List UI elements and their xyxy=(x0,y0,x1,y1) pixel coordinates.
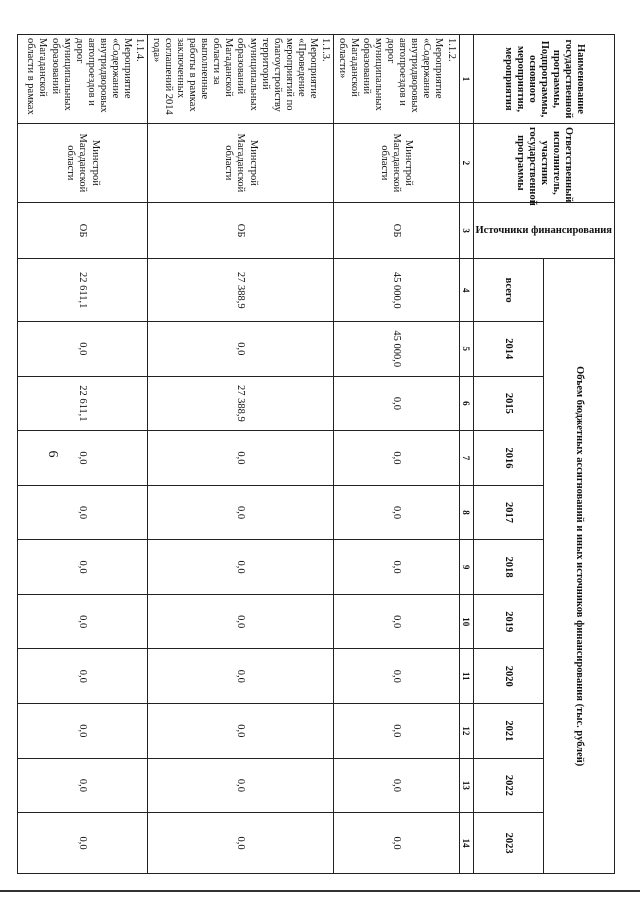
header-year: 2017 xyxy=(473,485,544,540)
header-volume: Объем бюджетных ассигнований и иных источников финансирования (тыс. рублей) xyxy=(544,259,615,874)
row-value: 0,0 xyxy=(333,649,459,704)
row-value: 0,0 xyxy=(333,540,459,595)
row-value: 0,0 xyxy=(17,485,147,540)
financing-table xyxy=(17,34,615,874)
row-total: 22 611,1 xyxy=(17,259,147,322)
row-value: 0,0 xyxy=(147,540,333,595)
row-value: 0,0 xyxy=(147,431,333,486)
table-row xyxy=(333,35,459,874)
row-source: ОБ xyxy=(333,202,459,259)
header-year: 2014 xyxy=(473,322,544,377)
row-source: ОБ xyxy=(147,202,333,259)
column-number: 1 xyxy=(459,35,473,124)
column-number: 2 xyxy=(459,123,473,202)
row-name: 1.1.2. Мероприятие «Содержание внутридворовых автопроездов и дорог муниципальных образований Магаданской области» xyxy=(333,35,459,124)
row-value: 0,0 xyxy=(333,376,459,431)
row-value: 22 611,1 xyxy=(17,376,147,431)
row-value: 0,0 xyxy=(333,594,459,649)
row-value: 0,0 xyxy=(147,704,333,759)
row-value: 0,0 xyxy=(333,431,459,486)
row-value: 0,0 xyxy=(17,322,147,377)
column-number: 7 xyxy=(459,431,473,486)
column-number: 3 xyxy=(459,202,473,259)
header-year: 2015 xyxy=(473,376,544,431)
row-value: 0,0 xyxy=(17,704,147,759)
row-value: 0,0 xyxy=(333,758,459,813)
row-name: 1.1.3. Мероприятие «Проведение мероприятий по благоустройству территорий муниципальных образований Магаданской области за выполненные работы в рамках заключенных соглашений 2014 года» xyxy=(147,35,333,124)
row-source: ОБ xyxy=(17,202,147,259)
row-value: 0,0 xyxy=(333,485,459,540)
row-value: 0,0 xyxy=(17,431,147,486)
header-year: 2016 xyxy=(473,431,544,486)
column-number: 8 xyxy=(459,485,473,540)
column-number: 13 xyxy=(459,758,473,813)
header-year: 2022 xyxy=(473,758,544,813)
column-number: 6 xyxy=(459,376,473,431)
column-number: 5 xyxy=(459,322,473,377)
column-number: 11 xyxy=(459,649,473,704)
rotated-table-wrapper xyxy=(25,34,615,874)
header-row-1 xyxy=(544,35,615,874)
column-number-row xyxy=(459,35,473,874)
row-total: 27 388,9 xyxy=(147,259,333,322)
row-executor: Минстрой Магаданской области xyxy=(147,123,333,202)
column-number: 14 xyxy=(459,813,473,874)
header-name: Наименование государственной программы, Подпрограммы, основного мероприятия, мероприятия xyxy=(473,35,614,124)
page-number: 6 xyxy=(45,450,60,458)
column-number: 9 xyxy=(459,540,473,595)
header-total: всего xyxy=(473,259,544,322)
row-value: 0,0 xyxy=(333,704,459,759)
row-value: 0,0 xyxy=(17,594,147,649)
column-number: 12 xyxy=(459,704,473,759)
row-value: 0,0 xyxy=(147,649,333,704)
table-row xyxy=(17,35,147,874)
row-value: 0,0 xyxy=(147,813,333,874)
header-year: 2023 xyxy=(473,813,544,874)
row-executor: Минстрой Магаданской области xyxy=(17,123,147,202)
row-value: 0,0 xyxy=(147,485,333,540)
row-value: 0,0 xyxy=(17,649,147,704)
header-year: 2019 xyxy=(473,594,544,649)
row-name: 1.1.4. Мероприятие «Содержание внутридворовых автопроездов и дорог муниципальных образований Магаданской области в рамках xyxy=(17,35,147,124)
header-year: 2018 xyxy=(473,540,544,595)
row-value: 0,0 xyxy=(147,758,333,813)
row-executor: Минстрой Магаданской области xyxy=(333,123,459,202)
row-value: 0,0 xyxy=(333,813,459,874)
bottom-border-line xyxy=(0,890,640,892)
row-value: 0,0 xyxy=(17,540,147,595)
row-value: 0,0 xyxy=(147,322,333,377)
row-total: 45 000,0 xyxy=(333,259,459,322)
header-year: 2020 xyxy=(473,649,544,704)
row-value: 0,0 xyxy=(17,758,147,813)
row-value: 0,0 xyxy=(147,594,333,649)
row-value: 27 388,9 xyxy=(147,376,333,431)
header-year: 2021 xyxy=(473,704,544,759)
table-row xyxy=(147,35,333,874)
column-number: 4 xyxy=(459,259,473,322)
row-value: 0,0 xyxy=(17,813,147,874)
header-executor: Ответственный исполнитель, участник государственной программы xyxy=(473,123,614,202)
column-number: 10 xyxy=(459,594,473,649)
header-source-cell xyxy=(473,202,614,259)
row-value: 45 000,0 xyxy=(333,322,459,377)
header-source: Источники финансирования xyxy=(475,224,612,236)
